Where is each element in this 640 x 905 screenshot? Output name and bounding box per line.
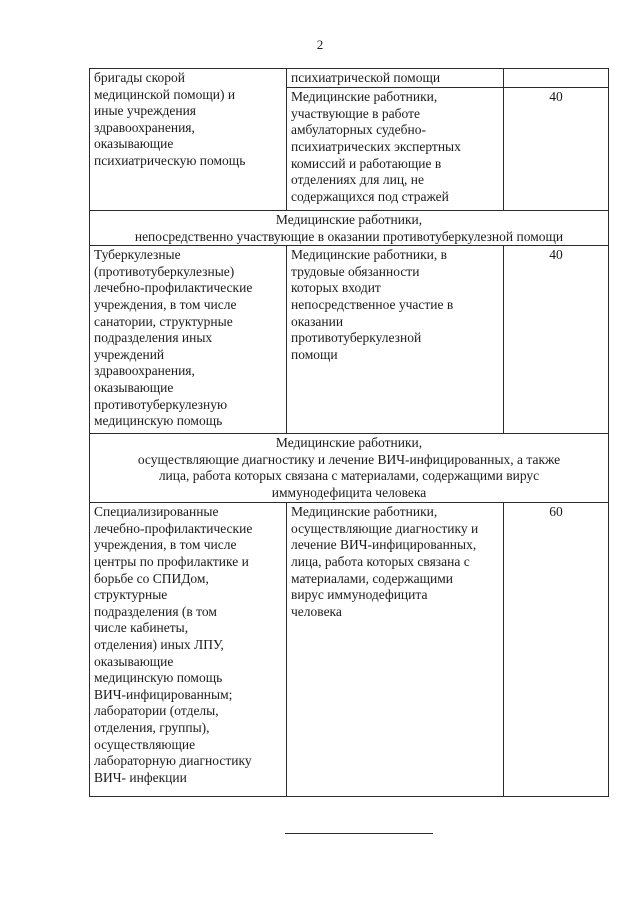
- position-line: осуществляющие диагностику и: [291, 520, 479, 536]
- institution-line: лаборатории (отделы,: [94, 703, 219, 719]
- position-cell: [287, 88, 504, 211]
- position-line: психиатрической помощи: [291, 70, 441, 85]
- institution-cell: [90, 246, 287, 434]
- table-row: [90, 246, 609, 434]
- institution-line: числе кабинеты,: [94, 620, 189, 636]
- institution-line: лечебно-профилактические: [94, 520, 253, 536]
- institution-line: ВИЧ-инфицированным;: [94, 686, 233, 702]
- section-row: [90, 211, 609, 246]
- institution-line: бригады скорой: [94, 70, 186, 85]
- position-line: Медицинские работники, в: [291, 247, 447, 263]
- value-cell-empty: [504, 69, 609, 88]
- institution-line: учреждений: [94, 346, 165, 362]
- section-line: иммунодефицита человека: [271, 484, 427, 500]
- section-line: осуществляющие диагностику и лечение ВИЧ-инфицированных, а также: [137, 451, 561, 467]
- position-line: отделениях для лиц, не: [291, 172, 425, 188]
- institution-line: оказывающие: [94, 379, 174, 395]
- position-line: помощи: [291, 346, 338, 362]
- institution-line: здравоохранения,: [94, 363, 195, 379]
- value-cell: 40: [504, 246, 609, 434]
- section-line: непосредственно участвующие в оказании противотуберкулезной помощи: [134, 228, 564, 244]
- institution-line: Туберкулезные: [94, 247, 181, 263]
- position-cell: [287, 246, 504, 434]
- position-line: материалами, содержащими: [291, 570, 453, 586]
- position-line: лечение ВИЧ-инфицированных,: [291, 537, 477, 553]
- position-line: оказании: [291, 313, 344, 329]
- section-line: Медицинские работники,: [275, 435, 423, 451]
- position-line: содержащихся под стражей: [291, 188, 449, 204]
- institution-line: медицинскую помощь: [94, 670, 223, 686]
- institution-line: учреждения, в том числе: [94, 296, 237, 312]
- institution-cell: [90, 69, 287, 211]
- section-heading: [90, 211, 609, 246]
- section-heading: [90, 434, 609, 503]
- allowance-table: [89, 68, 609, 797]
- section-row: [90, 434, 609, 503]
- institution-line: отделения, группы),: [94, 719, 210, 735]
- institution-line: Специализированные: [94, 504, 219, 520]
- page-number: 2: [316, 37, 324, 52]
- institution-line: лабораторную диагностику: [94, 753, 252, 769]
- table-row: [90, 69, 609, 88]
- institution-line: центры по профилактике и: [94, 553, 249, 569]
- table-row: [90, 503, 609, 797]
- position-line: которых входит: [291, 280, 381, 296]
- institution-line: отделения) иных ЛПУ,: [94, 636, 224, 652]
- value-cell: 60: [504, 503, 609, 797]
- position-line: трудовые обязанности: [291, 263, 420, 279]
- institution-line: лечебно-профилактические: [94, 280, 253, 296]
- position-line: лица, работа которых связана с: [291, 553, 470, 569]
- institution-line: оказывающие: [94, 653, 174, 669]
- position-line: человека: [291, 603, 342, 619]
- position-line: Медицинские работники,: [291, 504, 438, 520]
- institution-line: здравоохранения,: [94, 119, 195, 135]
- position-cell-continued: [287, 69, 504, 88]
- position-line: вирус иммунодефицита: [291, 587, 428, 603]
- position-line: комиссий и работающие в: [291, 155, 442, 171]
- institution-line: иные учреждения: [94, 103, 197, 119]
- section-line: Медицинские работники,: [275, 212, 423, 227]
- institution-line: медицинскую помощь: [94, 413, 223, 429]
- institution-cell: [90, 503, 287, 797]
- institution-line: психиатрическую помощь: [94, 152, 246, 168]
- position-line: участвующие в работе: [291, 105, 420, 121]
- institution-line: структурные: [94, 587, 168, 603]
- institution-line: (противотуберкулезные): [94, 263, 235, 279]
- position-line: непосредственное участие в: [291, 296, 454, 312]
- institution-line: санатории, структурные: [94, 313, 233, 329]
- institution-line: ВИЧ- инфекции: [94, 769, 187, 785]
- institution-line: подразделения иных: [94, 330, 213, 346]
- institution-line: медицинской помощи) и: [94, 86, 236, 102]
- institution-line: подразделения (в том: [94, 603, 217, 619]
- position-line: амбулаторных судебно-: [291, 122, 426, 138]
- institution-line: осуществляющие: [94, 736, 196, 752]
- position-line: психиатрических экспертных: [291, 138, 461, 154]
- position-line: Медицинские работники,: [291, 89, 438, 105]
- value-cell: 40: [504, 88, 609, 211]
- position-cell: [287, 503, 504, 797]
- institution-line: учреждения, в том числе: [94, 537, 237, 553]
- institution-line: борьбе со СПИДом,: [94, 570, 209, 586]
- institution-line: оказывающие: [94, 136, 174, 152]
- institution-line: противотуберкулезную: [94, 396, 228, 412]
- section-line: лица, работа которых связана с материалами, содержащими вирус: [158, 468, 540, 484]
- position-line: противотуберкулезной: [291, 330, 422, 346]
- end-rule: [285, 833, 433, 834]
